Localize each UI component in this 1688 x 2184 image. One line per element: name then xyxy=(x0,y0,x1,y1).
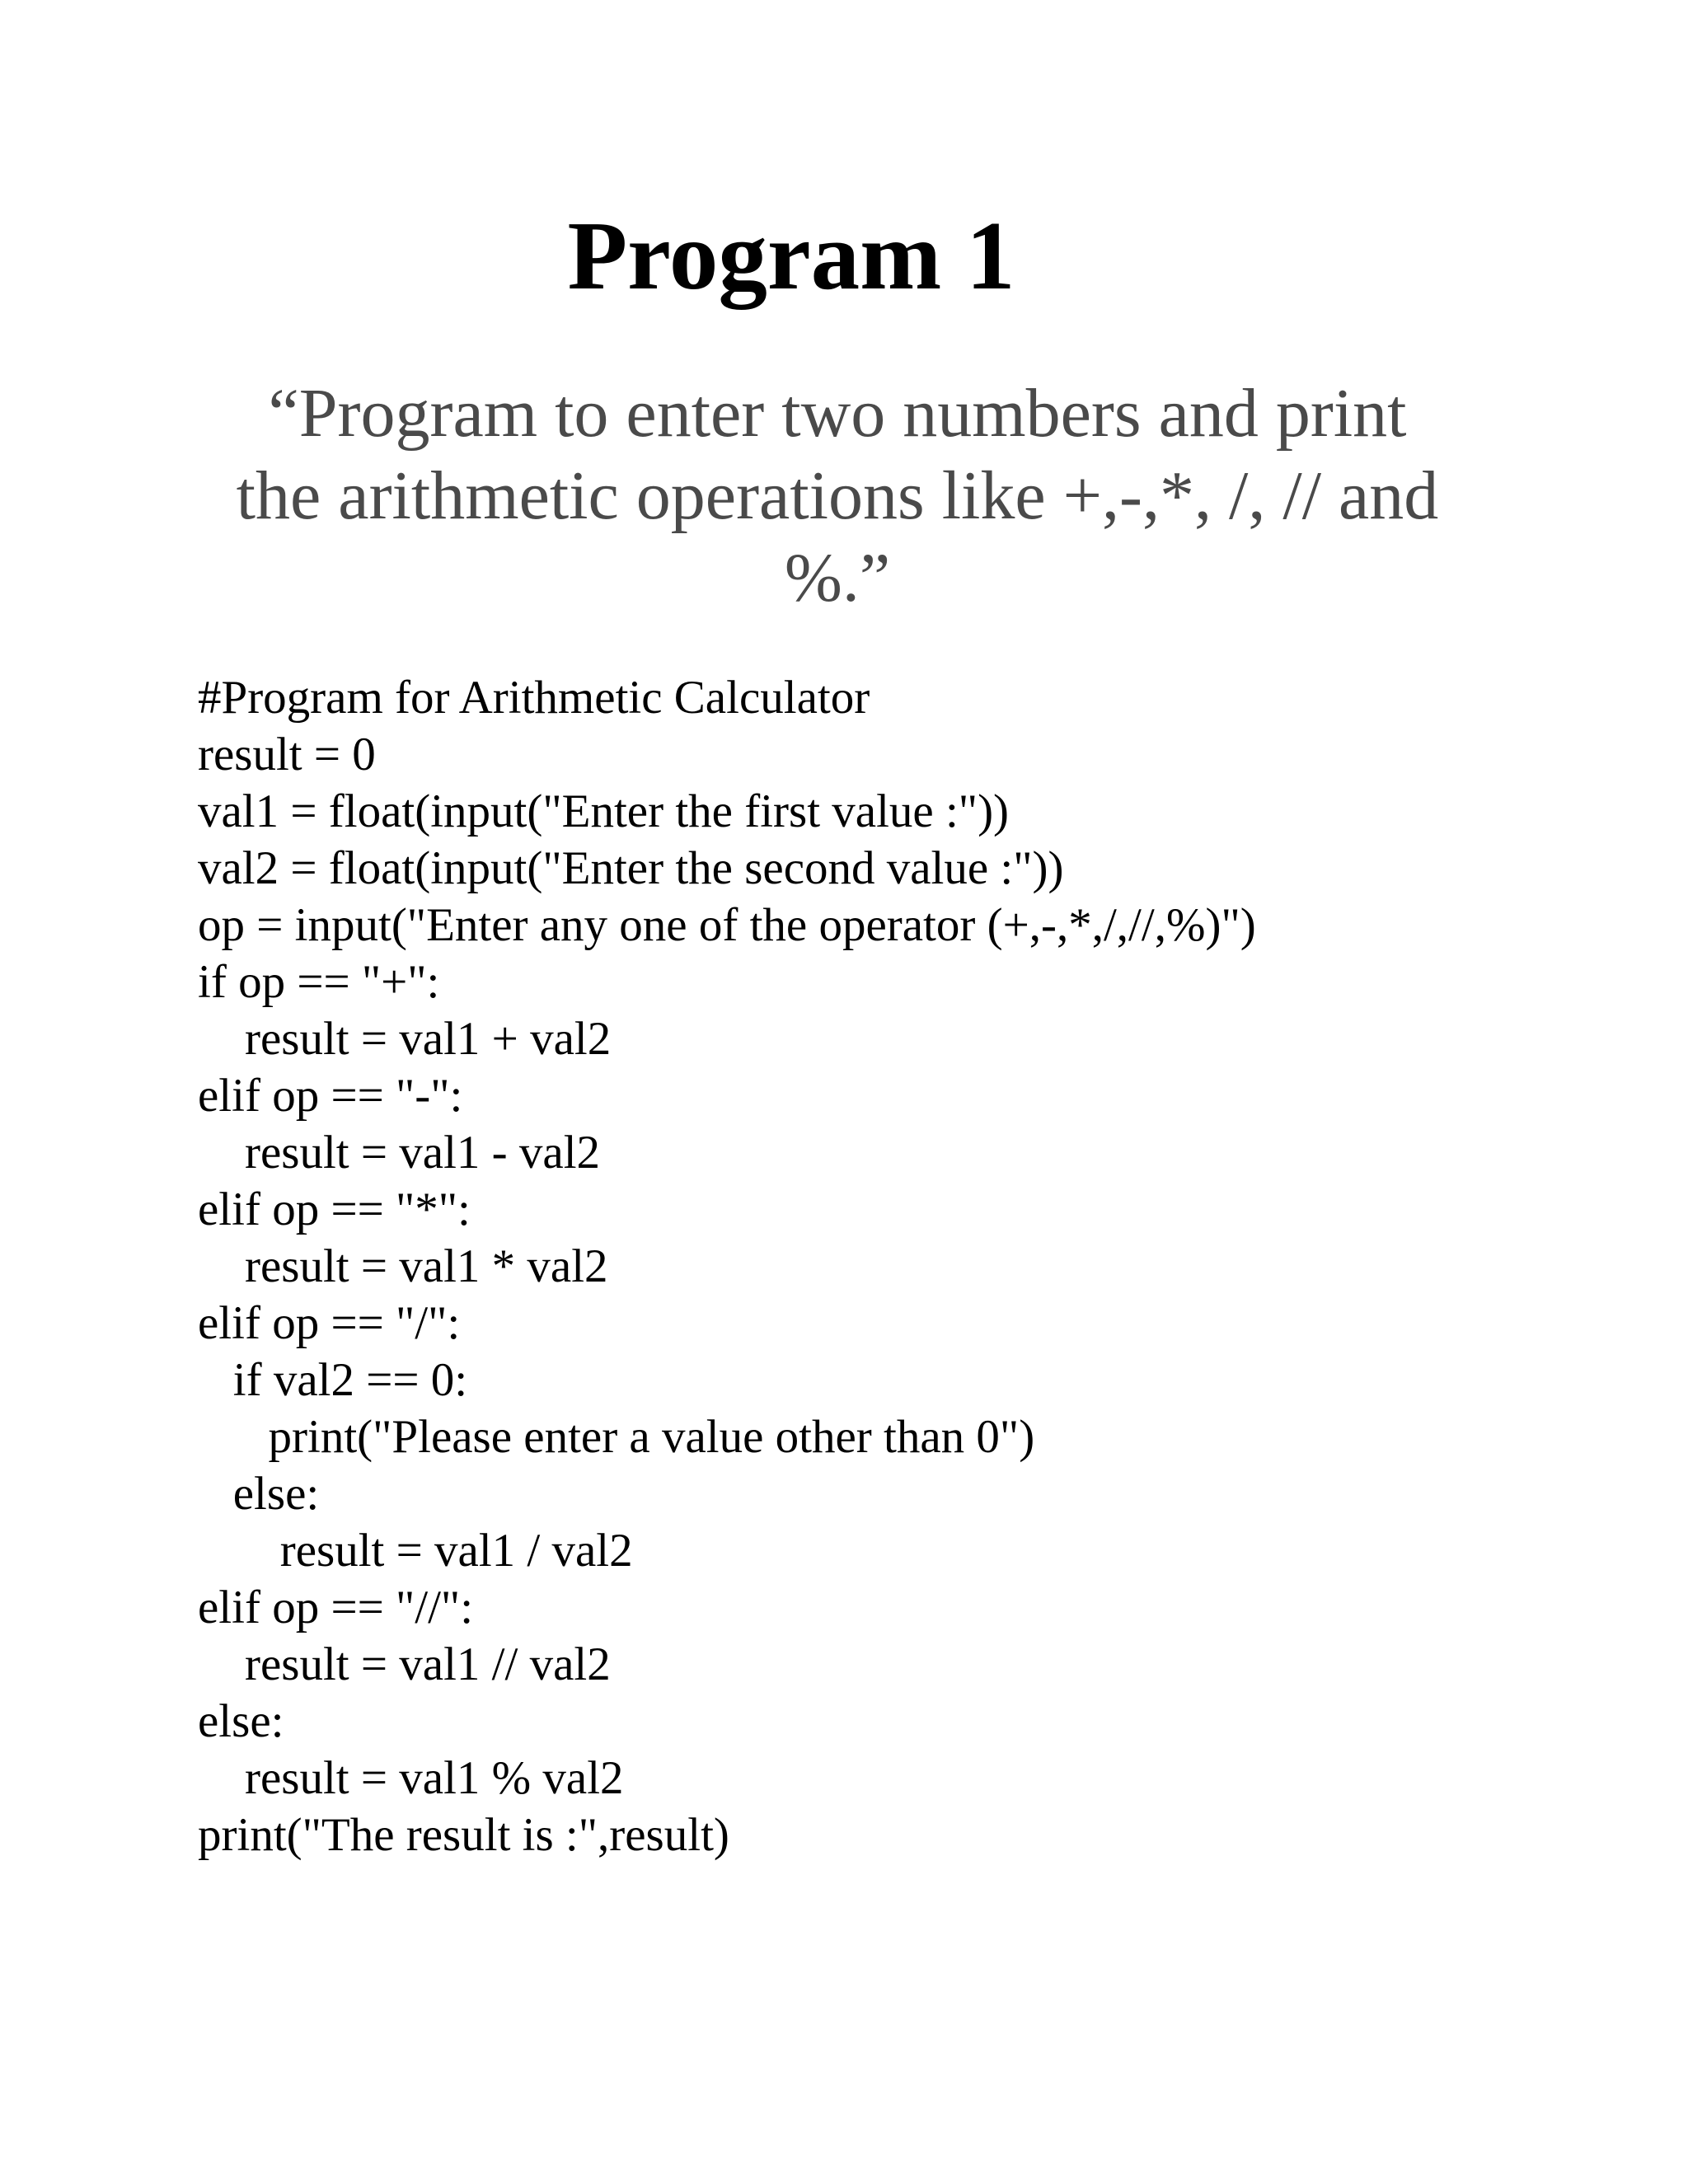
code-line: result = val1 / val2 xyxy=(198,1525,633,1577)
code-line: result = val1 + val2 xyxy=(198,1013,612,1065)
code-line: if val2 == 0: xyxy=(198,1354,468,1406)
code-line: op = input("Enter any one of the operator (+,-,*,/,//,%)") xyxy=(198,899,1256,951)
code-line: print("Please enter a value other than 0") xyxy=(198,1411,1035,1463)
code-comment: #Program for Arithmetic Calculator xyxy=(198,672,870,724)
code-line: elif op == "-": xyxy=(198,1070,463,1122)
code-line: if op == "+": xyxy=(198,956,440,1008)
description-line: %.” xyxy=(784,540,891,616)
code-line: val2 = float(input("Enter the second value :")) xyxy=(198,842,1064,894)
code-line: result = val1 * val2 xyxy=(198,1240,608,1292)
code-line: result = 0 xyxy=(198,729,376,780)
code-listing xyxy=(198,669,1599,1863)
code-line: val1 = float(input("Enter the first value :")) xyxy=(198,785,1010,837)
code-line: else: xyxy=(198,1695,284,1747)
code-line: result = val1 - val2 xyxy=(198,1127,601,1179)
code-line: result = val1 % val2 xyxy=(198,1752,624,1804)
code-line: result = val1 // val2 xyxy=(198,1638,611,1690)
description-line: the arithmetic operations like +,-,*, /, // and xyxy=(236,457,1439,534)
code-line: elif op == "/": xyxy=(198,1297,461,1349)
code-line: else: xyxy=(198,1468,320,1520)
program-description xyxy=(198,373,1477,620)
code-line: elif op == "//": xyxy=(198,1582,474,1633)
page-title: Program 1 xyxy=(567,201,1015,310)
code-line: print("The result is :",result) xyxy=(198,1809,729,1861)
code-line: elif op == "*": xyxy=(198,1183,471,1235)
description-line: “Program to enter two numbers and print xyxy=(268,375,1407,452)
